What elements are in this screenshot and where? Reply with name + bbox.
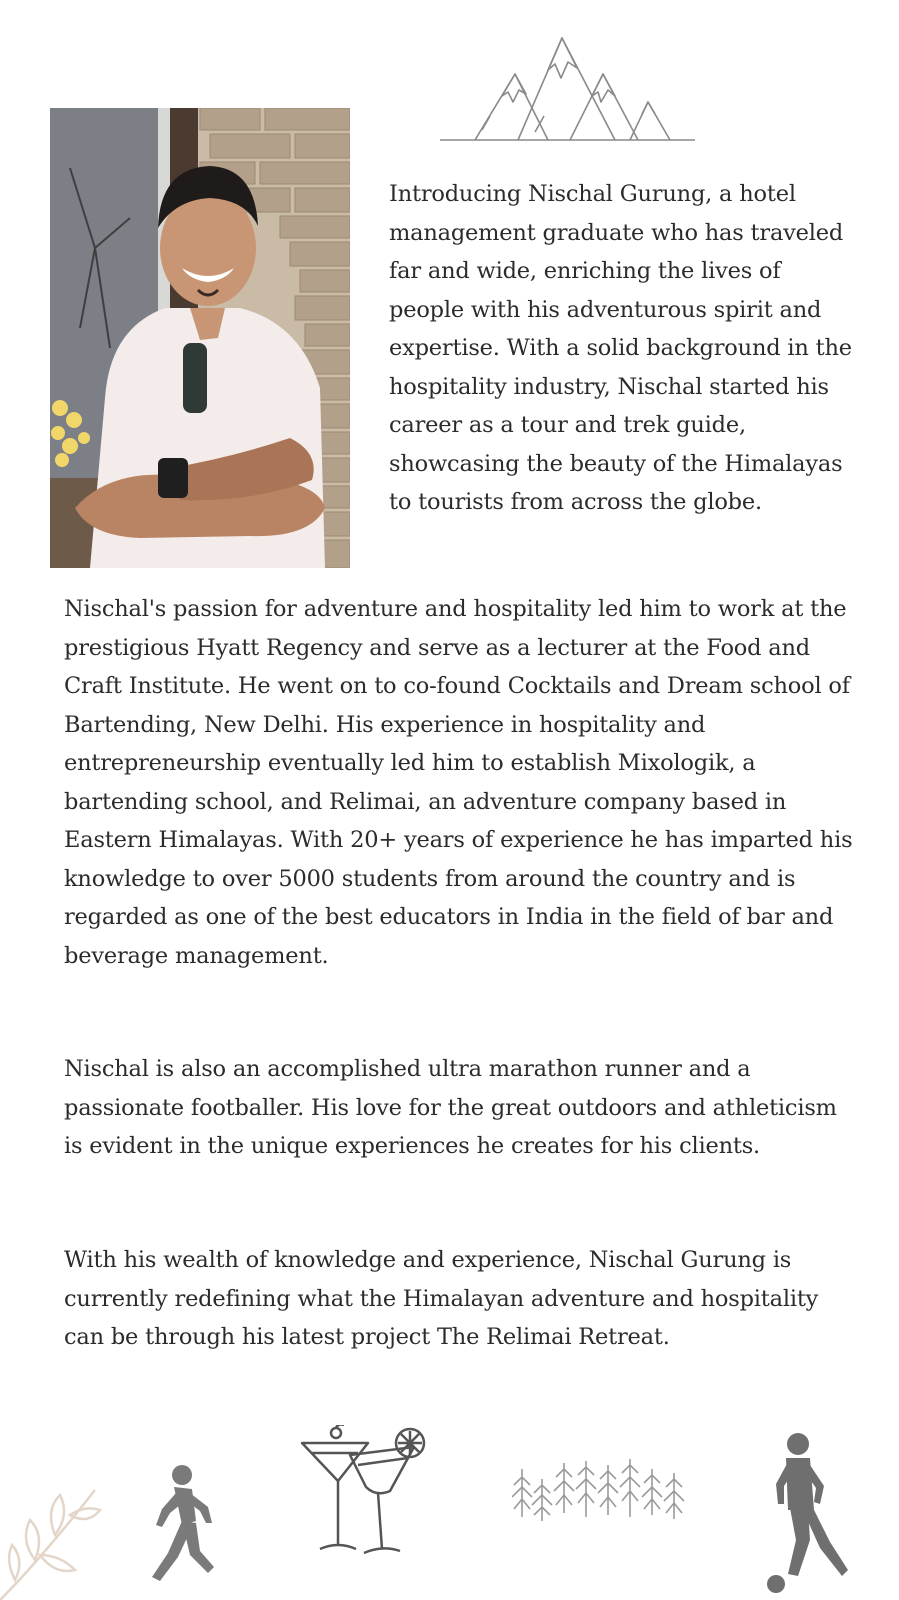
closing-paragraph: With his wealth of knowledge and experience, Nischal Gurung is currently redefining what the Himalayan adventure and hospitality can be through his latest project The Relimai Retreat. bbox=[64, 1247, 819, 1350]
runner-icon bbox=[142, 1463, 222, 1593]
portrait-photo bbox=[50, 108, 350, 568]
career-paragraph: Nischal's passion for adventure and hospitality led him to work at the prestigious Hyatt Regency and serve as a lecturer at the Food and Craft Institute. He went on to co-found Cocktails and Dream school of Bartending, New Delhi. His experience in hospitality and entrepreneurship eventually led him to establish Mixologik, a bartending school, and Relimai, an adventure company based in Eastern Himalayas. With 20+ years of experience he has imparted his knowledge to over 5000 students from around the country and is regarded as one of the best educators in India in the field of bar and beverage management. bbox=[64, 596, 853, 969]
pine-trees-icon bbox=[512, 1455, 697, 1525]
hobbies-paragraph: Nischal is also an accomplished ultra marathon runner and a passionate footballer. His love for the great outdoors and athleticism is evident in the unique experiences he creates for his clients. bbox=[64, 1056, 837, 1159]
footballer-icon bbox=[762, 1430, 857, 1595]
intro-paragraph: Introducing Nischal Gurung, a hotel management graduate who has traveled far and wide, enriching the lives of people with his adventurous spirit and expertise. With a solid background in the hospitality industry, Nischal started his career as a tour and trek guide, showcasing the beauty of the Himalayas to tourists from across the globe. bbox=[389, 181, 852, 515]
mountains-icon bbox=[440, 32, 700, 147]
cocktail-icon bbox=[298, 1425, 438, 1565]
leaf-branch-icon bbox=[0, 1460, 110, 1600]
